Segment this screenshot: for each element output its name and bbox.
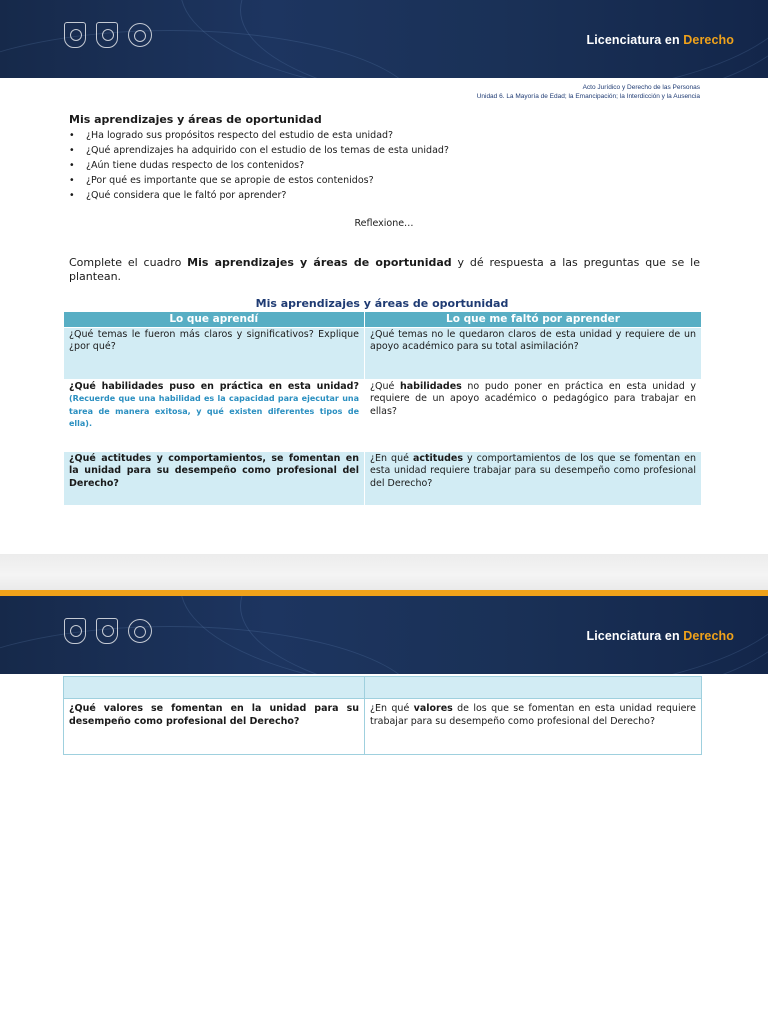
program-brand [587,629,735,643]
table-cell [64,379,365,451]
row1-left-text: ¿Qué temas le fueron más claros y significativos? Explique ¿por qué? [69,328,359,352]
program-brand [587,33,735,47]
row2-right-pre: ¿Qué [370,380,400,392]
header-logos [64,22,152,48]
row3-left-bold: ¿Qué actitudes y comportamientos, se fomentan en la unidad para su desempeño como profesional del Derecho? [69,452,359,489]
instruction-text [69,256,700,284]
table-cell [365,327,702,379]
unit-name: Unidad 6. La Mayoría de Edad; la Emancipación; la Interdicción y la Ausencia [476,93,700,100]
instruction-bold: Mis aprendizajes y áreas de oportunidad [187,256,452,269]
instruction-after: y dé respuesta a las preguntas que se le plantean. [69,256,700,283]
table-header-row [64,312,702,327]
brand-accent: Derecho [683,33,734,47]
column-header-learned: Lo que aprendí [64,312,365,327]
table-row [64,451,702,505]
table-row [64,677,702,699]
table-cell [365,451,702,505]
header-banner [0,0,768,78]
row2-right-bold: habilidades [399,380,462,392]
learning-table [63,312,702,506]
question-item: • ¿Aún tiene dudas respecto de los contenidos? [69,158,449,173]
row3-right-pre: ¿En qué [370,452,413,464]
question-item: • ¿Qué considera que le faltó por aprender? [69,188,449,203]
section-title: Mis aprendizajes y áreas de oportunidad [69,113,322,126]
row4-right-pre: ¿En qué [370,703,414,714]
table-row [64,699,702,755]
table-cell [64,451,365,505]
row2-left-note: (Recuerde que una habilidad es la capacidad para ejecutar una tarea de manera exitosa, y qué existen diferentes tipos de ella). [69,394,359,428]
faculty-shield-logo [96,22,118,48]
row4-right-post: de los que se fomentan en esta unidad requiere trabajar para su desempeño como profesional del Derecho? [370,703,696,727]
table-cell [64,327,365,379]
brand-prefix: Licenciatura en [586,33,680,47]
unam-shield-logo [64,22,86,48]
table-row [64,327,702,379]
reflect-prompt: Reflexione… [354,218,414,229]
row3-right-bold: actitudes [412,452,463,464]
table-title: Mis aprendizajes y áreas de oportunidad [255,297,509,310]
brand-accent: Derecho [683,629,734,643]
column-header-missing: Lo que me faltó por aprender [365,312,702,327]
document-meta [477,83,700,101]
row1-right-text: ¿Qué temas no le quedaron claros de esta unidad y requiere de un apoyo académico para su total asimilación? [370,328,696,352]
header-banner [0,596,768,674]
row4-right-bold: valores [413,703,453,714]
brand-prefix: Licenciatura en [586,629,680,643]
learning-table-continued [63,676,702,755]
table-cell [365,699,702,755]
question-item: • ¿Qué aprendizajes ha adquirido con el estudio de los temas de esta unidad? [69,143,449,158]
table-row [64,379,702,451]
sua-logo [128,619,152,643]
table-cell [64,699,365,755]
faculty-shield-logo [96,618,118,644]
course-name: Acto Jurídico y Derecho de las Personas [582,84,700,91]
row4-left-bold: ¿Qué valores se fomentan en la unidad para su desempeño como profesional del Derecho? [69,703,359,727]
sua-logo [128,23,152,47]
header-logos [64,618,152,644]
table-cell [64,677,365,699]
instruction-before: Complete el cuadro [69,256,188,269]
table-cell [365,677,702,699]
table-cell [365,379,702,451]
row3-right-post: y comportamientos de los que se fomentan en esta unidad requiere trabajar para su desempeño como profesional del Derecho? [370,452,696,489]
unam-shield-logo [64,618,86,644]
reflection-questions [69,128,449,203]
row2-right-post: no pudo poner en práctica en esta unidad y requiere de un apoyo académico o pedagógico para trabajar en ellas? [370,380,697,417]
question-item: • ¿Por qué es importante que se apropie de estos contenidos? [69,173,449,188]
question-item: • ¿Ha logrado sus propósitos respecto del estudio de esta unidad? [69,128,449,143]
row2-left-bold: ¿Qué habilidades puso en práctica en esta unidad? [69,380,359,392]
